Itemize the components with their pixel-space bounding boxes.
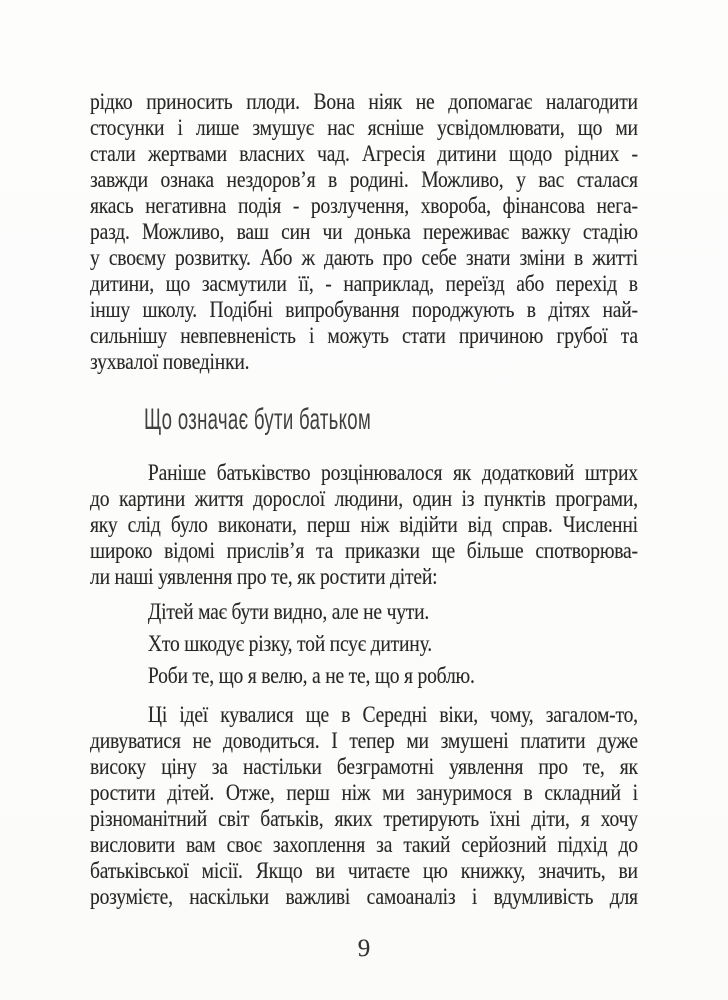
text-line: різноманітний світ батьків, яких третирують їхні діти, я хочу [90, 806, 638, 831]
proverb-line: Роби те, що я велю, а не те, що я роблю. [147, 663, 475, 688]
page-number: 9 [357, 935, 371, 962]
text-line: ростити дітей. Отже, перш ніж ми зануримося в складний і [90, 780, 638, 805]
text-line: якась негативна подія - розлучення, хвороба, фінансова нега- [90, 193, 638, 218]
text-line: широко відомі прислів’я та приказки ще більше спотворюва- [90, 538, 638, 563]
text-line: стосунки і лише змушує нас ясніше усвідомлювати, що ми [90, 115, 638, 140]
paragraph [90, 702, 638, 910]
proverb-line: Хто шкодує різку, той псує дитину. [147, 631, 432, 656]
text-line: дивуватися не доводиться. І тепер ми змушені платити дуже [90, 728, 638, 753]
paragraph-continuation [90, 89, 638, 375]
proverb-line: Дітей має бути видно, але не чути. [147, 599, 430, 624]
text-line: ли наші уявлення про те, як ростити дітей: [90, 564, 438, 589]
text-line: Ці ідеї кувалися ще в Середні віки, чому, загалом-то, [147, 702, 638, 727]
text-line: розумієте, наскільки важливі самоаналіз і вдумливість для [90, 884, 638, 909]
text-line: висловити вам своє захоплення за такий серйозний підхід до [90, 832, 638, 857]
text-line: до картини життя дорослої людини, один із пунктів програми, [90, 486, 638, 511]
text-line: Раніше батьківство розцінювалося як додатковий штрих [147, 460, 638, 485]
text-line: разд. Можливо, ваш син чи донька переживає важку стадію [90, 219, 638, 244]
text-line: високу ціну за настільки безграмотні уявлення про те, як [90, 754, 638, 779]
text-line: рідко приносить плоди. Вона ніяк не допомагає налагодити [90, 89, 638, 114]
text-line: яку слід було виконати, перш ніж відійти від справ. Численні [90, 512, 638, 537]
text-line: завжди ознака нездоров’я в родині. Можливо, у вас сталася [90, 167, 638, 192]
text-line: сильнішу невпевненість і можуть стати причиною грубої та [90, 323, 638, 348]
text-line: зухвалої поведінки. [90, 349, 250, 374]
section-heading: Що означає бути батьком [143, 403, 372, 436]
text-line: у своєму розвитку. Або ж дають про себе знати зміни в житті [90, 245, 638, 270]
paragraph [90, 460, 638, 590]
text-line: дитини, що засмутили її, - наприклад, переїзд або перехід в [90, 271, 638, 296]
text-line: батьківської місії. Якщо ви читаєте цю книжку, значить, ви [90, 858, 638, 883]
page-text-block [90, 0, 638, 962]
text-line: стали жертвами власних чад. Агресія дитини щодо рідних - [90, 141, 638, 166]
text-line: іншу школу. Подібні випробування породжують в дітях най- [90, 297, 638, 322]
